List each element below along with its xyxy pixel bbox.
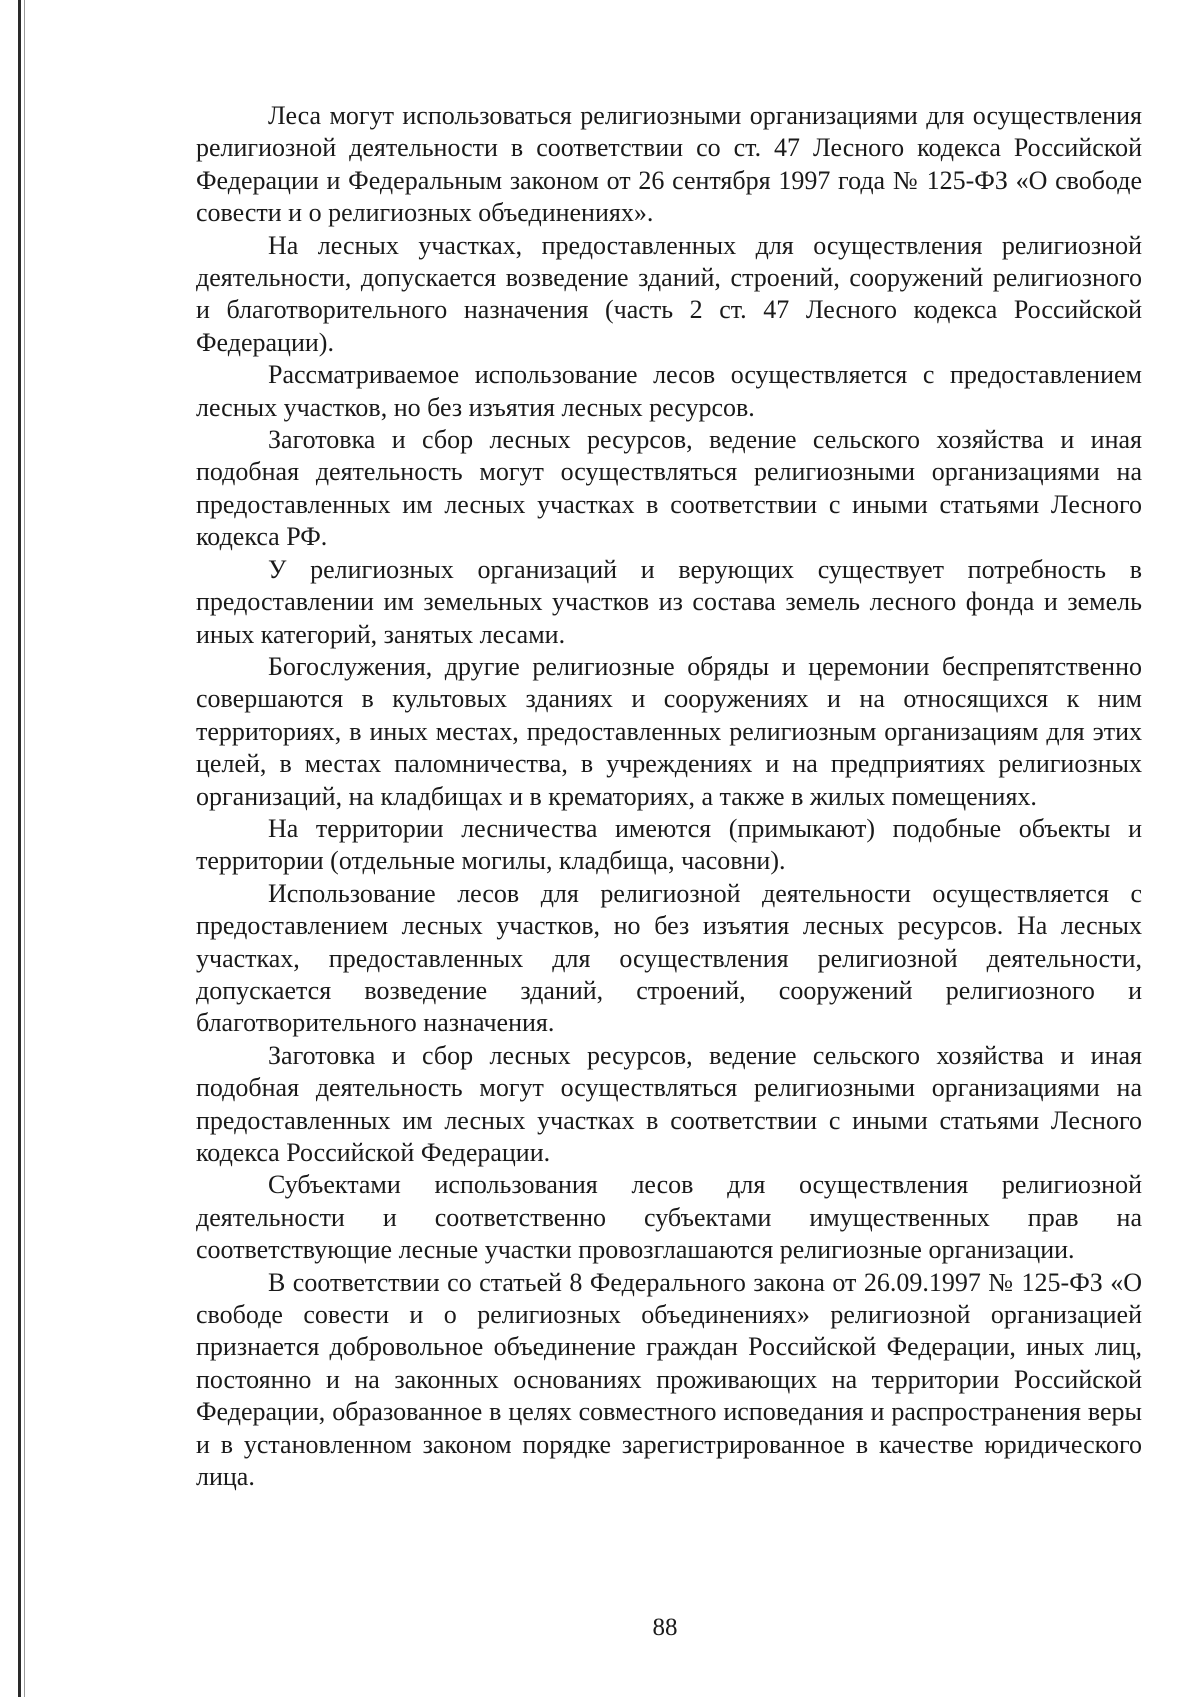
paragraph: У религиозных организаций и верующих существует потребность в предоставлении им земельных участков из состава земель лесного фонда и земель иных категорий, занятых лесами. [196, 554, 1142, 649]
paragraph: Субъектами использования лесов для осуществления религиозной деятельности и соответственно субъектами имущественных прав на соответствующие лесные участки провозглашаются религиозные организации. [196, 1170, 1142, 1265]
document-body [196, 100, 1142, 1493]
scan-edge-shadow [24, 0, 25, 1697]
paragraph: Богослужения, другие религиозные обряды и церемонии беспрепятственно совершаются в культовых зданиях и сооружениях и на относящихся к ним территориях, в иных местах, предоставленных религиозным организациям для этих целей, в местах паломничества, в учреждениях и на предприятиях религиозных организаций, на кладбищах и в крематориях, а также в жилых помещениях. [196, 651, 1142, 811]
paragraph: Заготовка и сбор лесных ресурсов, ведение сельского хозяйства и иная подобная деятельность могут осуществляться религиозными организациями на предоставленных им лесных участках в соответствии с иными статьями Лесного кодекса РФ. [196, 425, 1142, 552]
paragraph: В соответствии со статьей 8 Федерального закона от 26.09.1997 № 125-ФЗ «О свободе совести и о религиозных объединениях» религиозной организацией признается добровольное объединение граждан Российской Федерации, иных лиц, постоянно и на законных основаниях проживающих на территории Российской Федерации, образованное в целях совместного исповедания и распространения веры и в установленном законом порядке зарегистрированное в качестве юридического лица. [196, 1267, 1142, 1492]
paragraph: Леса могут использоваться религиозными организациями для осуществления религиозной деятельности в соответствии со ст. 47 Лесного кодекса Российской Федерации и Федеральным законом от 26 сентября 1997 года № 125-ФЗ «О свободе совести и о религиозных объединениях». [196, 101, 1142, 228]
paragraph: Заготовка и сбор лесных ресурсов, ведение сельского хозяйства и иная подобная деятельность могут осуществляться религиозными организациями на предоставленных им лесных участках в соответствии с иными статьями Лесного кодекса Российской Федерации. [196, 1040, 1142, 1167]
page-number: 88 [652, 1614, 678, 1641]
paragraph: Рассматриваемое использование лесов осуществляется с предоставлением лесных участков, но без изъятия лесных ресурсов. [196, 360, 1142, 422]
paragraph: На территории лесничества имеются (примыкают) подобные объекты и территории (отдельные могилы, кладбища, часовни). [196, 813, 1142, 876]
paragraph: Использование лесов для религиозной деятельности осуществляется с предоставлением лесных участков, но без изъятия лесных ресурсов. На лесных участках, предоставленных для осуществления религиозной деятельности, допускается возведение зданий, строений, сооружений религиозного и благотворительного назначения. [196, 878, 1142, 1038]
scan-edge-line [18, 0, 21, 1697]
paragraph: На лесных участках, предоставленных для осуществления религиозной деятельности, допускается возведение зданий, строений, сооружений религиозного и благотворительного назначения (часть 2 ст. 47 Лесного кодекса Российской Федерации). [196, 230, 1142, 357]
